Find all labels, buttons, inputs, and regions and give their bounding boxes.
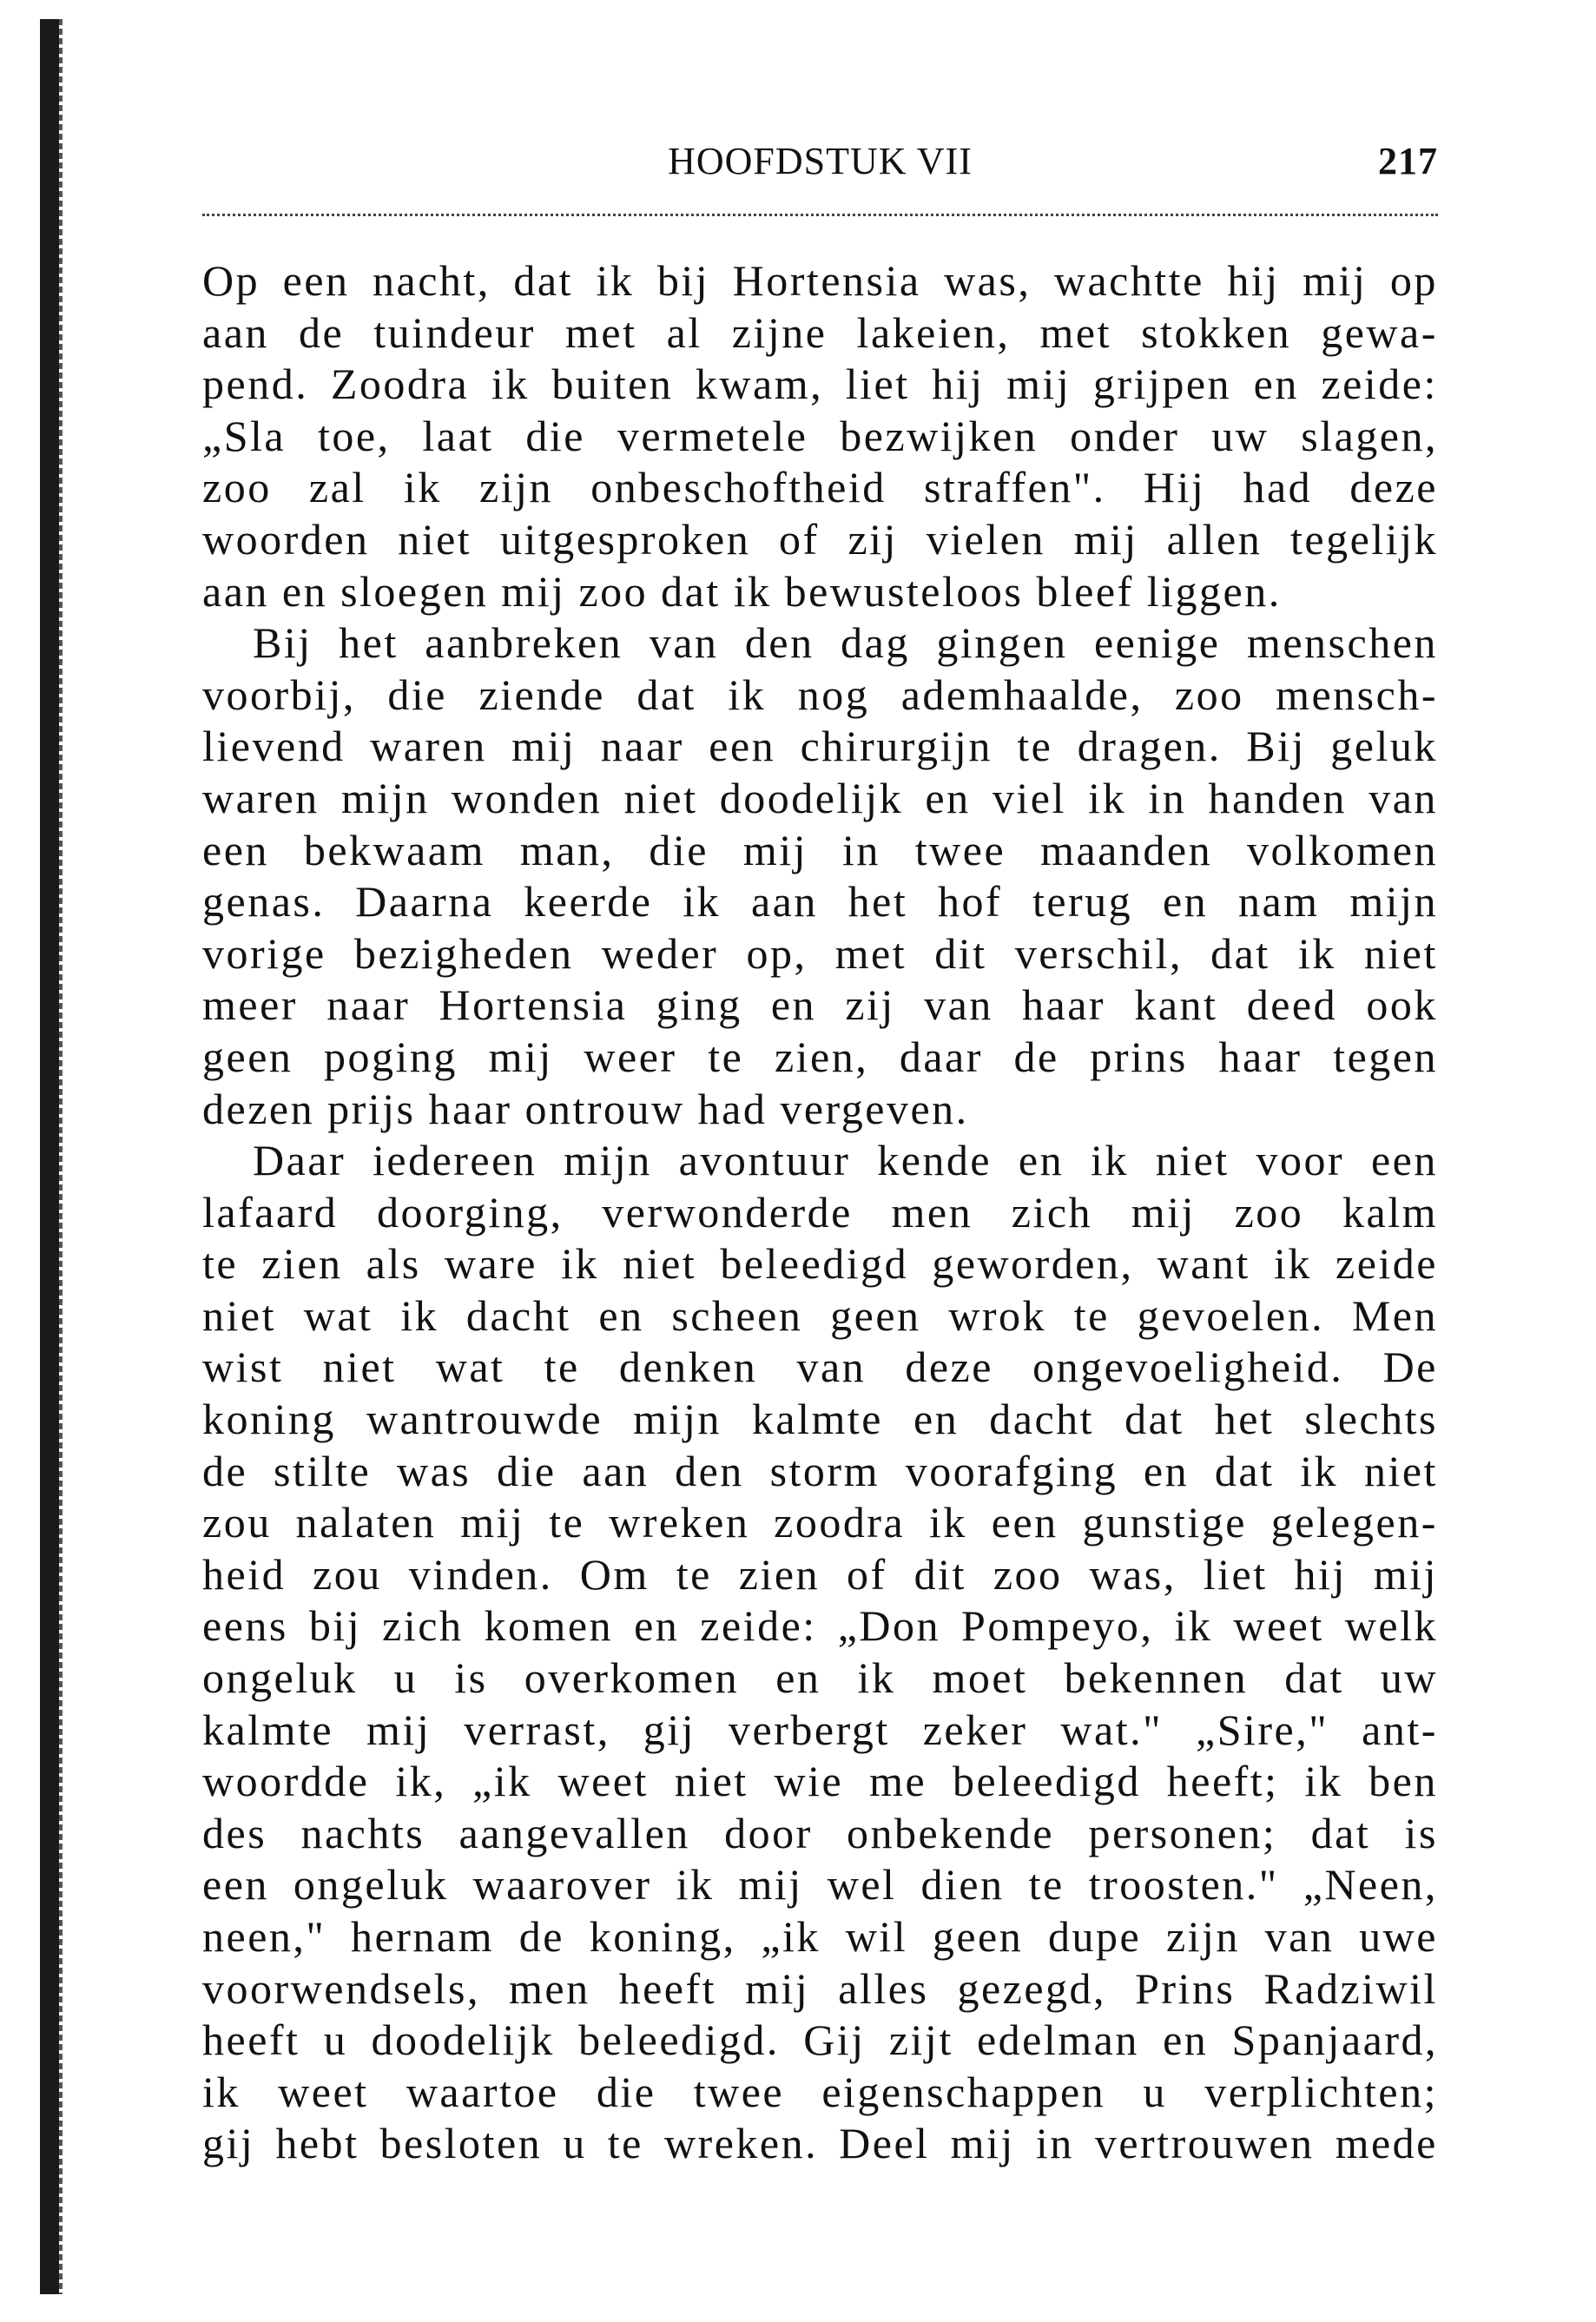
text-line: aan de tuindeur met al zijne lakeien, met stokken gewa- [202, 307, 1438, 357]
text-line: waren mijn wonden niet doodelijk en viel ik in handen van [202, 773, 1438, 822]
text-line: Op een nacht, dat ik bij Hortensia was, wachtte hij mij op [202, 256, 1438, 305]
text-line: aan en sloegen mij zoo dat ik bewusteloos bleef liggen. [202, 566, 1282, 616]
text-line: Bij het aanbreken van den dag gingen eenige menschen [253, 618, 1438, 668]
text-line: vorige bezigheden weder op, met dit verschil, dat ik niet [202, 928, 1438, 978]
text-line: lafaard doorging, verwonderde men zich mij zoo kalm [202, 1187, 1438, 1237]
text-line: een ongeluk waarover ik mij wel dien te troosten." „Neen, [202, 1860, 1438, 1910]
text-line: woorden niet uitgesproken of zij vielen mij allen tegelijk [202, 514, 1438, 564]
book-binding-shadow [40, 19, 59, 2294]
text-line: kalmte mij verrast, gij verbergt zeker wat." „Sire," ant- [202, 1705, 1438, 1754]
text-line: Daar iedereen mijn avontuur kende en ik niet voor een [253, 1136, 1438, 1185]
text-line: een bekwaam man, die mij in twee maanden volkomen [202, 825, 1438, 874]
text-line: ik weet waartoe die twee eigenschappen u verplichten; [202, 2067, 1438, 2116]
chapter-title: HOOFDSTUK VII [668, 140, 973, 182]
text-line: pend. Zoodra ik buiten kwam, liet hij mij grijpen en zeide: [202, 360, 1438, 409]
text-line: meer naar Hortensia ging en zij van haar kant deed ook [202, 980, 1438, 1030]
text-line: heid zou vinden. Om te zien of dit zoo was, liet hij mij [202, 1549, 1438, 1599]
text-line: gij hebt besloten u te wreken. Deel mij in vertrouwen mede [202, 2119, 1438, 2168]
text-line: heeft u doodelijk beleedigd. Gij zijt edelman en Spanjaard, [202, 2015, 1438, 2065]
text-line: geen poging mij weer te zien, daar de prins haar tegen [202, 1032, 1438, 1081]
text-line: de stilte was die aan den storm voorafging en dat ik niet [202, 1446, 1438, 1495]
text-line: „Sla toe, laat die vermetele bezwijken onder uw slagen, [202, 411, 1438, 460]
text-line: voorwendsels, men heeft mij alles gezegd, Prins Radziwil [202, 1963, 1438, 2013]
running-head [202, 139, 1438, 188]
text-line: zou nalaten mij te wreken zoodra ik een gunstige gelegen- [202, 1498, 1438, 1547]
text-line: niet wat ik dacht en scheen geen wrok te gevoelen. Men [202, 1290, 1438, 1340]
text-line: woordde ik, „ik weet niet wie me beleedigd heeft; ik ben [202, 1757, 1438, 1806]
text-line: genas. Daarna keerde ik aan het hof terug en nam mijn [202, 877, 1438, 927]
text-line: lievend waren mij naar een chirurgijn te dragen. Bij geluk [202, 722, 1438, 771]
text-line: zoo zal ik zijn onbeschoftheid straffen". Hij had deze [202, 463, 1438, 512]
text-line: des nachts aangevallen door onbekende personen; dat is [202, 1808, 1438, 1857]
binding-edge [59, 19, 63, 2294]
page-number: 217 [1378, 140, 1438, 182]
text-line: koning wantrouwde mijn kalmte en dacht dat het slechts [202, 1395, 1438, 1444]
text-line: wist niet wat te denken van deze ongevoeligheid. De [202, 1342, 1438, 1392]
text-line: te zien als ware ik niet beleedigd geworden, want ik zeide [202, 1239, 1438, 1289]
text-line: neen," hernam de koning, „ik wil geen dupe zijn van uwe [202, 1912, 1438, 1961]
header-dotted-rule [202, 214, 1438, 216]
body-text [202, 255, 1438, 2170]
text-line: ongeluk u is overkomen en ik moet bekennen dat uw [202, 1653, 1438, 1703]
text-line: dezen prijs haar ontrouw had vergeven. [202, 1084, 969, 1133]
text-line: eens bij zich komen en zeide: „Don Pompeyo, ik weet welk [202, 1601, 1438, 1651]
text-line: voorbij, die ziende dat ik nog ademhaalde, zoo mensch- [202, 670, 1438, 719]
